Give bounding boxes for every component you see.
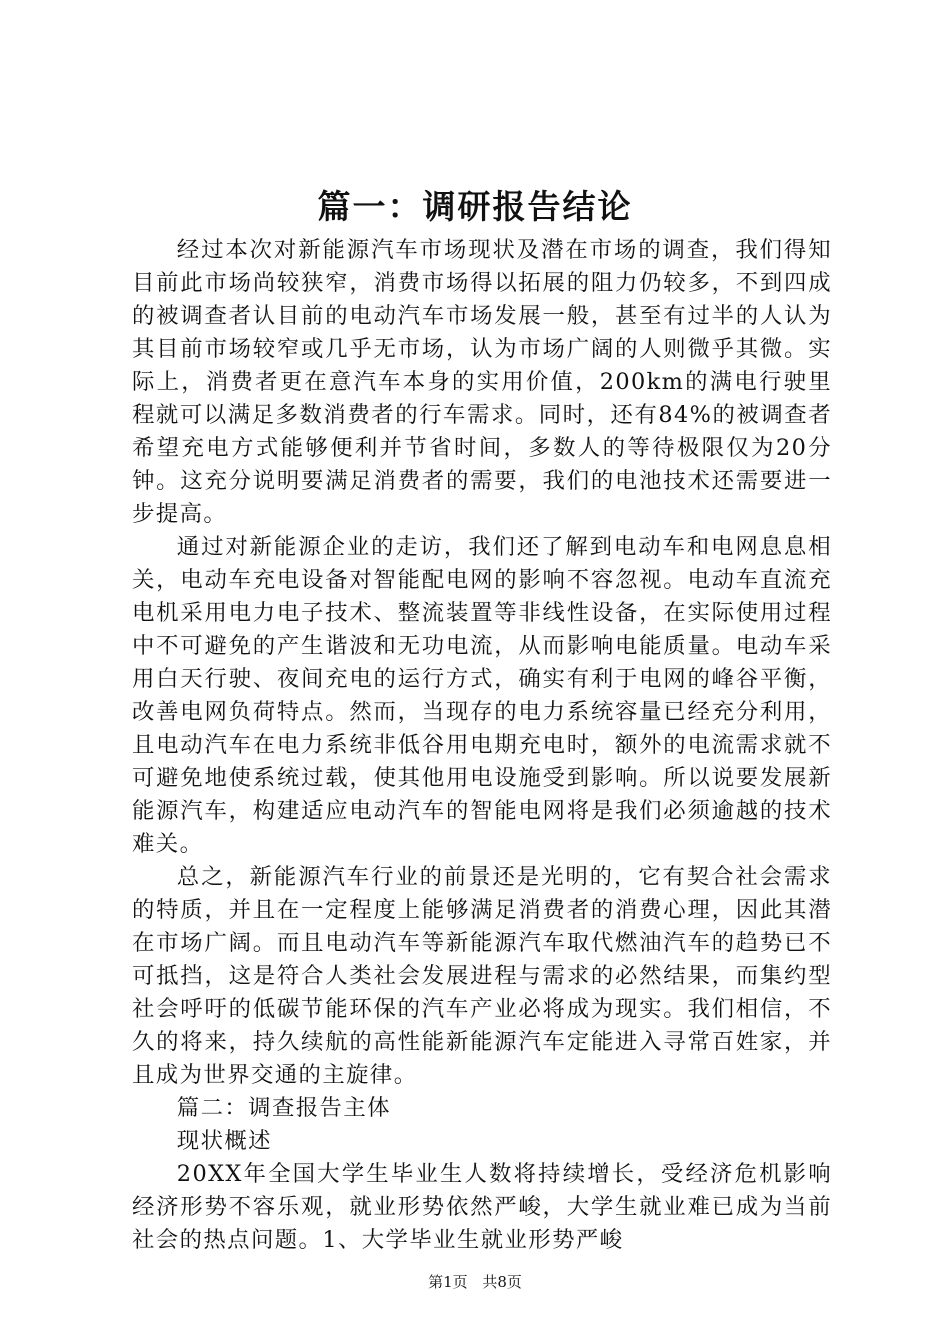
paragraph-conclusion-grid: 通过对新能源企业的走访，我们还了解到电动车和电网息息相关，电动车充电设备对智能配电网的影响不容忽视。电动车直流充电机采用电力电子技术、整流装置等非线性设备，在实际使用过程中不可避免的产生谐波和无功电流，从而影响电能质量。电动车采用白天行驶、夜间充电的运行方式，确实有利于电网的峰谷平衡，改善电网负荷特点。然而，当现存的电力系统容量已经充分利用，且电动汽车在电力系统非低谷用电期充电时，额外的电流需求就不可避免地使系统过载，使其他用电设施受到影响。所以说要发展新能源汽车，构建适应电动汽车的智能电网将是我们必须逾越的技术难关。 bbox=[132, 534, 832, 857]
page-total: 共8页 bbox=[482, 1273, 522, 1291]
page-title: 篇一：调研报告结论 bbox=[317, 187, 633, 226]
paragraph-employment-overview: 20XX年全国大学生毕业生人数将持续增长，受经济危机影响经济形势不容乐观，就业形势依然严峻，大学生就业难已成为当前社会的热点问题。1、大学毕业生就业形势严峻 bbox=[132, 1161, 832, 1253]
subsection-heading-overview: 现状概述 bbox=[176, 1128, 272, 1154]
paragraph-conclusion-market: 经过本次对新能源汽车市场现状及潜在市场的调查，我们得知目前此市场尚较狭窄，消费市场得以拓展的阻力仍较多，不到四成的被调查者认目前的电动汽车市场发展一般，甚至有过半的人认为其目前市场较窄或几乎无市场，认为市场广阔的人则微乎其微。实际上，消费者更在意汽车本身的实用价值，200km的满电行驶里程就可以满足多数消费者的行车需求。同时，还有84%的被调查者希望充电方式能够便利并节省时间，多数人的等待极限仅为20分钟。这充分说明要满足消费者的需要，我们的电池技术还需要进一步提高。 bbox=[132, 237, 832, 527]
document-body bbox=[132, 234, 832, 1257]
section-heading-part-two: 篇二：调查报告主体 bbox=[176, 1095, 391, 1121]
page-footer bbox=[0, 1272, 950, 1292]
paragraph-conclusion-summary: 总之，新能源汽车行业的前景还是光明的，它有契合社会需求的特质，并且在一定程度上能够满足消费者的消费心理，因此其潜在市场广阔。而且电动汽车等新能源汽车取代燃油汽车的趋势已不可抵挡，这是符合人类社会发展进程与需求的必然结果，而集约型社会呼吁的低碳节能环保的汽车产业必将成为现实。我们相信，不久的将来，持久续航的高性能新能源汽车定能进入寻常百姓家，并且成为世界交通的主旋律。 bbox=[132, 864, 832, 1088]
page-number: 第1页 bbox=[428, 1273, 468, 1291]
